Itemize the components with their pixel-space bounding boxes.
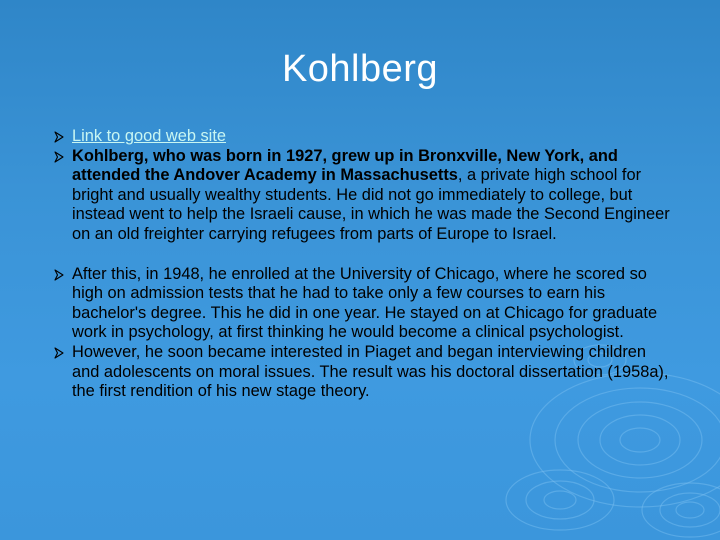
arrowhead-bullet-icon: [54, 151, 64, 163]
bullet-list: [52, 127, 672, 402]
bullet-item-chicago: [52, 265, 672, 343]
bullet-text: , a private high school for bright and usually wealthy students. He did not go immediately to college, but instead went to help the Israeli cause, in which he was made the Second Engineer on an old freighter carrying refugees from parts of Europe to Israel.: [72, 166, 670, 243]
bullet-text: However, he soon became interested in Piaget and began interviewing children and adolescents on moral issues. The result was his doctoral dissertation (1958a), the first rendition of his new stage theory.: [72, 342, 669, 401]
good-web-site-link[interactable]: Link to good web site: [72, 127, 226, 145]
bullet-text: After this, in 1948, he enrolled at the University of Chicago, where he scored so high on admission tests that he had to take only a few courses to earn his bachelor's degree. This he did in one year. He stayed on at Chicago for graduate work in psychology, at first thinking he would become a clinical psychologist.: [72, 264, 658, 342]
bullet-item-piaget: [52, 343, 672, 402]
bullet-item-biography: [52, 147, 672, 245]
arrowhead-bullet-icon: [54, 131, 64, 143]
bullet-bold-text: Kohlberg, who was born in 1927, grew up in Bronxville, New York, and attended the Andover Academy in Massachusetts: [72, 146, 618, 185]
slide-title: Kohlberg: [281, 48, 439, 90]
arrowhead-bullet-icon: [54, 269, 64, 281]
arrowhead-bullet-icon: [54, 347, 64, 359]
bullet-item-link: [52, 127, 672, 147]
